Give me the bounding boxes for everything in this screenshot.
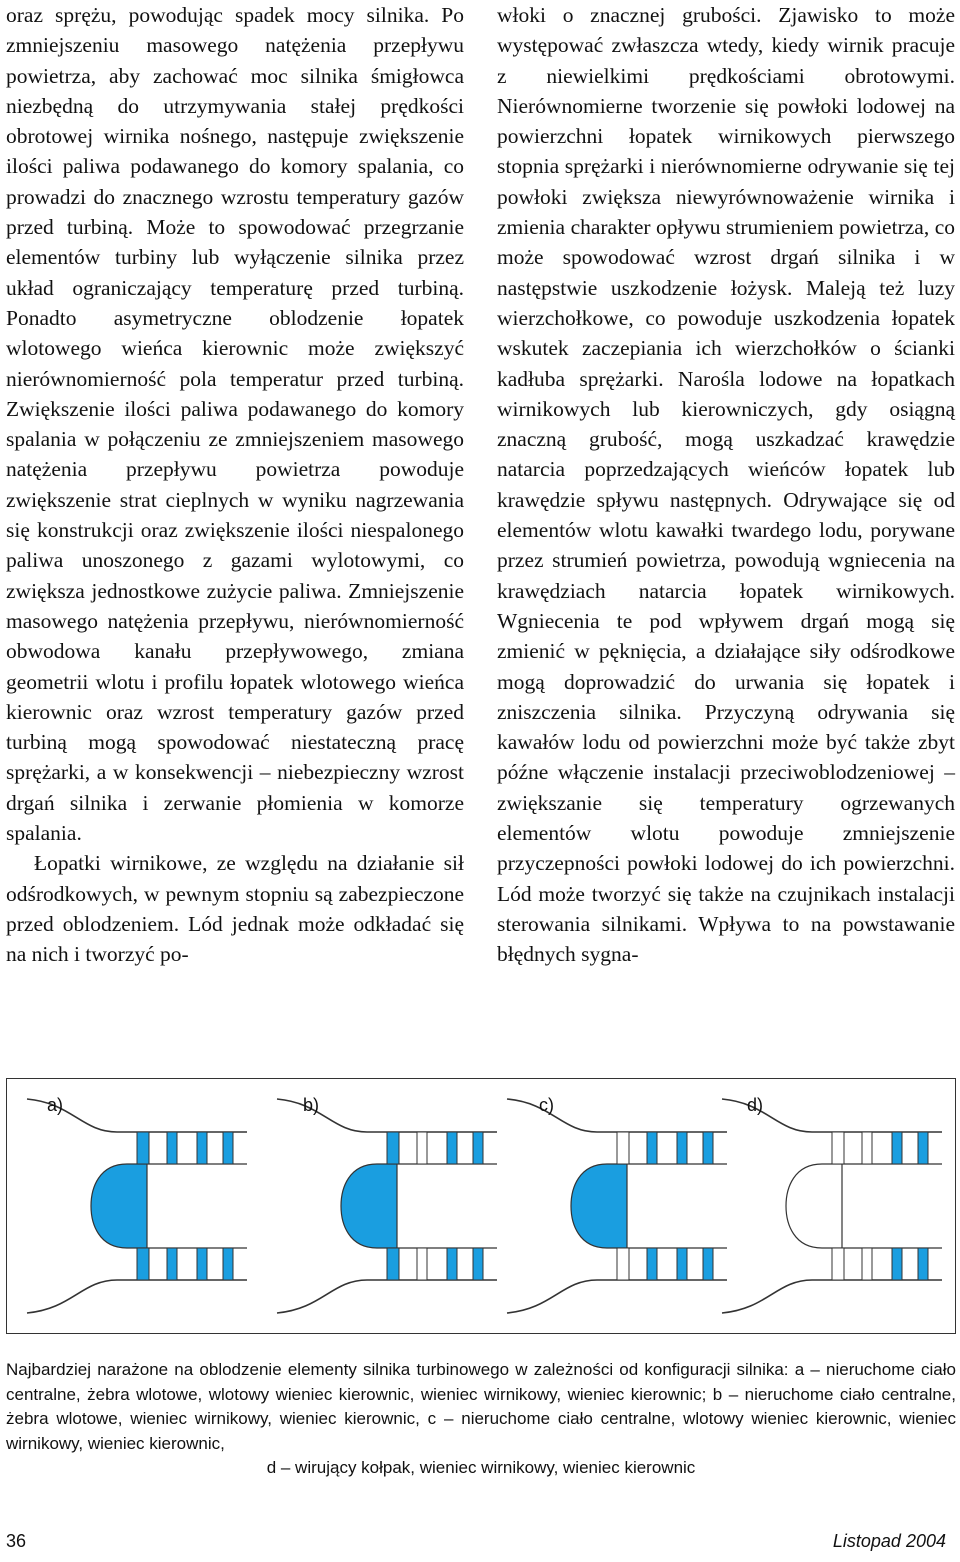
paragraph: włoki o znacznej grubości. Zjawisko to może występować zwłaszcza wtedy, kiedy wirnik pracuje z niewielkimi prędkościami obrotowymi. Nierównomierne tworzenie się powłoki lodowej na powierzchni łopatek wirnikowych pierwszego stopnia sprężarki i nierównomierne odrywanie się tej powłoki zwiększa niewyrównoważenie wirnika i zmienia charakter opływu strumieniem powietrza, co może spowodować wzrost drgań silnika i w następstwie uszkodzenie łożysk. Maleją też luzy wierzchołkowe, co powoduje uszkodzenia łopatek wskutek zaczepiania ich wierzchołków o ścianki kadłuba sprężarki. Narośla lodowe na łopatkach wirnikowych lub kierowniczych, gdy osiągną znaczną grubość, mogą uszkadzać krawędzie natarcia poprzedzających wieńców łopatek lub krawędzie spływu następnych. Odrywające się od elementów wlotu kawałki twardego lodu, porywane przez strumień powietrza, powodują wgniecenia na krawędziach natarcia łopatek wirnikowych. Wgniecenia te pod wpływem drgań mogą się zmienić w pęknięcia, a działające siły odśrodkowe mogą doprowadzić do urwania się łopatek i zniszczenia silnika. Przyczyną odrywania się kawałów lodu od powierzchni może być także zbyt późne włączenie instalacji przeciwoblodzeniowej – zwiększanie się temperatury ogrzewanych elementów wlotu powoduje zmniejszenie przyczepności powłoki lodowej do ich powierzchni. Lód może tworzyć się także na czujnikach instalacji sterowania silnikami. Wpływa to na powstawanie błędnych sygna-	[497, 3, 955, 967]
blade-row-lower	[918, 1248, 928, 1280]
blade-row-upper	[862, 1132, 872, 1164]
blade-row-upper	[703, 1132, 713, 1164]
engine-intake-diagrams	[7, 1079, 955, 1333]
blade-row-upper	[892, 1132, 902, 1164]
blade-row-upper	[918, 1132, 928, 1164]
casing-lower	[27, 1280, 247, 1313]
blade-row-upper	[677, 1132, 687, 1164]
nose-cone	[571, 1164, 627, 1248]
caption-text: Najbardziej narażone na oblodzenie elementy silnika turbinowego w zależności od konfiguracji silnika: a – nieruchome ciało centralne, żebra wlotowe, wlotowy wieniec kierownic, wieniec wirnikowy, wieniec kierownic; b – nieruchome ciało centralne, żebra wlotowe, wieniec wirnikowy, wieniec kierownic, c – nieruchome ciało centralne, wlotowy wieniec kierownic, wieniec wirnikowy, wieniec kierownic,	[6, 1360, 956, 1453]
caption-text-last: d – wirujący kołpak, wieniec wirnikowy, wieniec kierownic	[266, 1458, 696, 1477]
blade-row-upper	[137, 1132, 149, 1164]
figure-caption	[6, 1358, 956, 1481]
paragraph: Łopatki wirnikowe, ze względu na działanie sił odśrodkowych, w pewnym stopniu są zabezpieczone przed oblodzeniem. Lód jednak może odkładać się na nich i tworzyć po-	[6, 851, 464, 967]
casing-lower	[722, 1280, 942, 1313]
blade-row-upper	[223, 1132, 233, 1164]
blade-row-lower	[677, 1248, 687, 1280]
blade-row-upper	[417, 1132, 427, 1164]
article-column-right	[497, 0, 955, 970]
blade-row-lower	[862, 1248, 872, 1280]
blade-row-upper	[617, 1132, 629, 1164]
article-column-left	[6, 0, 464, 970]
figure-label-b: b)	[303, 1095, 320, 1115]
blade-row-upper	[832, 1132, 844, 1164]
blade-row-lower	[387, 1248, 399, 1280]
blade-row-lower	[137, 1248, 149, 1280]
blade-row-lower	[832, 1248, 844, 1280]
paragraph: oraz sprężu, powodując spadek mocy silnika. Po zmniejszeniu masowego natężenia przepływu powietrza, aby zachować moc silnika śmigłowca niezbędną do utrzymywania stałej prędkości obrotowej wirnika nośnego, następuje zwiększenie ilości paliwa podawanego do komory spalania, co prowadzi do znacznego wzrostu temperatury gazów przed turbiną. Może to spowodować przegrzanie elementów turbiny lub wyłączenie silnika przez układ ograniczający temperaturę przed turbiną. Ponadto asymetryczne oblodzenie łopatek wlotowego wieńca kierownic może zwiększyć nierównomierność pola temperatur przed turbiną. Zwiększenie ilości paliwa podawanego do komory spalania w połączeniu ze zmniejszeniem masowego natężenia przepływu powietrza powoduje zwiększenie strat cieplnych w wyniku nagrzewania się konstrukcji oraz zwiększenie ilości niespalonego paliwa unoszonego z gazami wylotowymi, co zwiększa jednostkowe zużycie paliwa. Zmniejszenie masowego natężenia przepływu, nierównomierność obwodowa kanału przepływowego, zmiana geometrii wlotu i profilu łopatek wlotowego wieńca kierownic oraz wzrost temperatury gazów przed turbiną mogą spowodować niestateczną pracę sprężarki, a w konsekwencji – niebezpieczny wzrost drgań silnika i zerwanie płomienia w komorze spalania.	[6, 3, 464, 846]
blade-row-upper	[197, 1132, 207, 1164]
blade-row-lower	[892, 1248, 902, 1280]
figure-label-d: d)	[747, 1095, 764, 1115]
blade-row-upper	[473, 1132, 483, 1164]
blade-row-lower	[197, 1248, 207, 1280]
blade-row-lower	[703, 1248, 713, 1280]
blade-row-upper	[447, 1132, 457, 1164]
blade-row-lower	[447, 1248, 457, 1280]
blade-row-upper	[387, 1132, 399, 1164]
blade-row-lower	[473, 1248, 483, 1280]
blade-row-lower	[223, 1248, 233, 1280]
figure-label-a: a)	[47, 1095, 64, 1115]
blade-row-lower	[417, 1248, 427, 1280]
nose-cone	[341, 1164, 397, 1248]
engine-icing-figure	[6, 1078, 956, 1334]
blade-row-upper	[647, 1132, 657, 1164]
issue-date: Listopad 2004	[832, 1531, 946, 1551]
nose-cone	[91, 1164, 147, 1248]
casing-lower	[507, 1280, 727, 1313]
nose-cone	[786, 1164, 842, 1248]
figure-label-c: c)	[539, 1095, 554, 1115]
blade-row-lower	[617, 1248, 629, 1280]
blade-row-lower	[167, 1248, 177, 1280]
page-number: 36	[6, 1531, 27, 1551]
blade-row-upper	[167, 1132, 177, 1164]
casing-lower	[277, 1280, 497, 1313]
blade-row-lower	[647, 1248, 657, 1280]
